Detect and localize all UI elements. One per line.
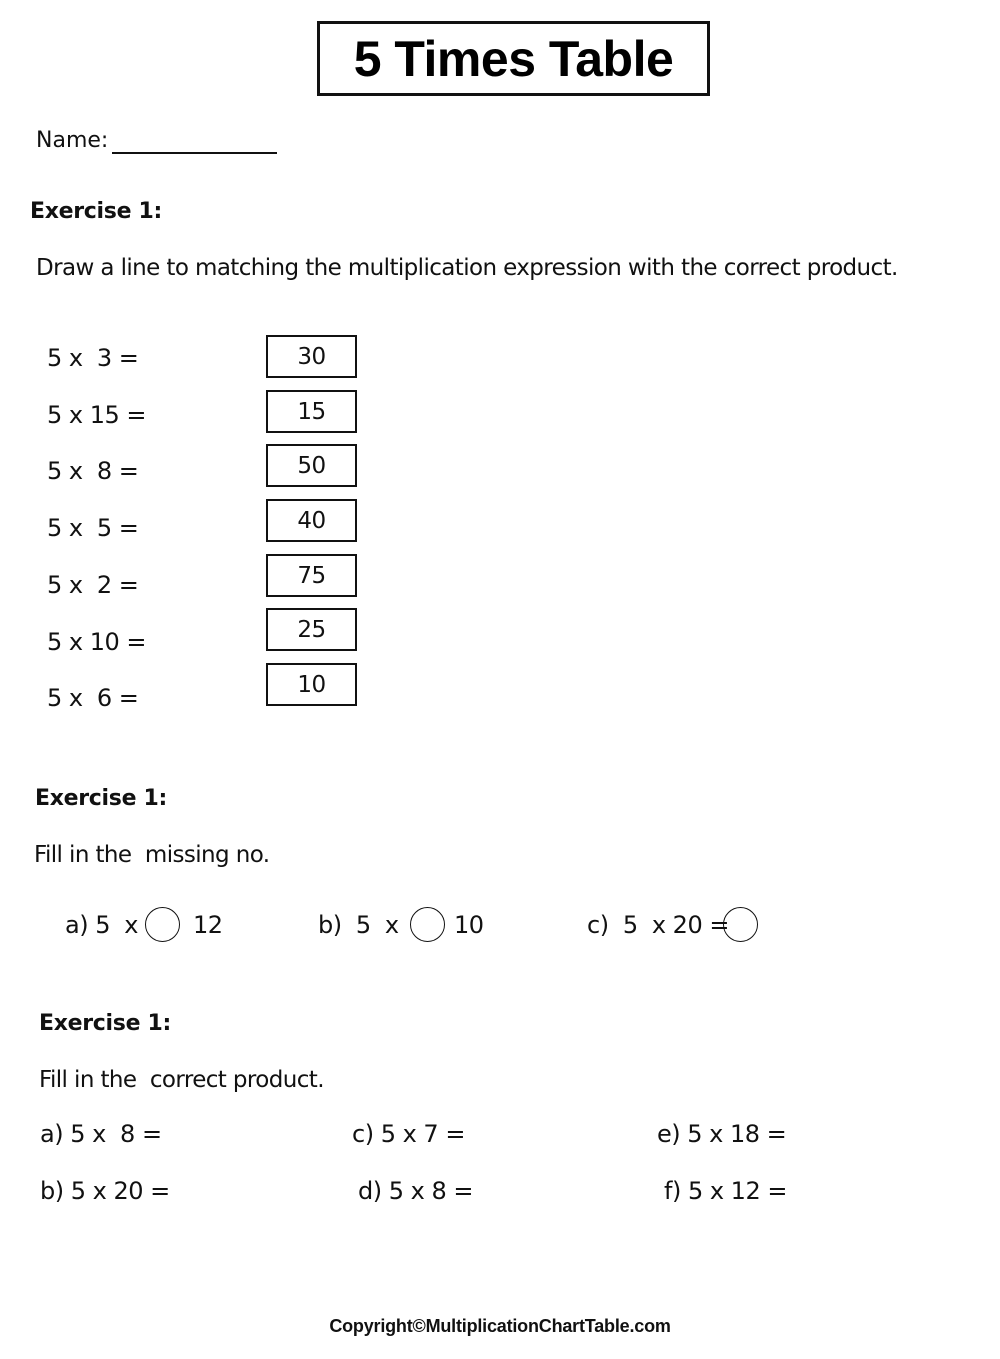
match-expression: 5 x 15 = [47, 401, 147, 429]
answer-circle-a[interactable] [145, 907, 180, 942]
product-box[interactable]: 15 [266, 390, 357, 433]
product-box[interactable]: 50 [266, 444, 357, 487]
product-item-b: b) 5 x 20 = [40, 1177, 170, 1205]
match-expression: 5 x 8 = [47, 457, 139, 485]
missing-item-a-prefix: a) 5 x [65, 911, 138, 939]
exercise-product-heading: Exercise 1: [39, 1011, 172, 1036]
product-item-c: c) 5 x 7 = [352, 1120, 465, 1148]
product-box[interactable]: 75 [266, 554, 357, 597]
answer-circle-b[interactable] [410, 907, 445, 942]
name-label: Name: [36, 128, 109, 153]
exercise-product-instruction: Fill in the correct product. [39, 1067, 324, 1093]
match-expression: 5 x 3 = [47, 344, 139, 372]
title-box [317, 21, 710, 96]
missing-item-a-suffix: 12 [193, 911, 223, 939]
match-expression: 5 x 5 = [47, 514, 139, 542]
product-item-d: d) 5 x 8 = [358, 1177, 473, 1205]
match-expression: 5 x 2 = [47, 571, 139, 599]
product-box[interactable]: 40 [266, 499, 357, 542]
match-expression: 5 x 6 = [47, 684, 139, 712]
missing-item-b-suffix: 10 [454, 911, 484, 939]
product-box[interactable]: 30 [266, 335, 357, 378]
product-item-f: f) 5 x 12 = [664, 1177, 787, 1205]
product-item-e: e) 5 x 18 = [657, 1120, 787, 1148]
answer-circle-c[interactable] [723, 907, 758, 942]
exercise-missing-instruction: Fill in the missing no. [34, 842, 270, 868]
copyright-footer: Copyright©MultiplicationChartTable.com [329, 1316, 671, 1336]
product-item-a: a) 5 x 8 = [40, 1120, 162, 1148]
missing-item-b-prefix: b) 5 x [318, 911, 399, 939]
match-expression: 5 x 10 = [47, 628, 147, 656]
missing-item-c-prefix: c) 5 x 20 = [587, 911, 729, 939]
exercise-missing-heading: Exercise 1: [35, 786, 168, 811]
exercise-match-instruction: Draw a line to matching the multiplication expression with the correct product. [36, 255, 898, 281]
name-field-line[interactable] [112, 152, 277, 154]
page-title: 5 Times Table [353, 30, 674, 87]
product-box[interactable]: 10 [266, 663, 357, 706]
exercise-match-heading: Exercise 1: [30, 199, 163, 224]
product-box[interactable]: 25 [266, 608, 357, 651]
